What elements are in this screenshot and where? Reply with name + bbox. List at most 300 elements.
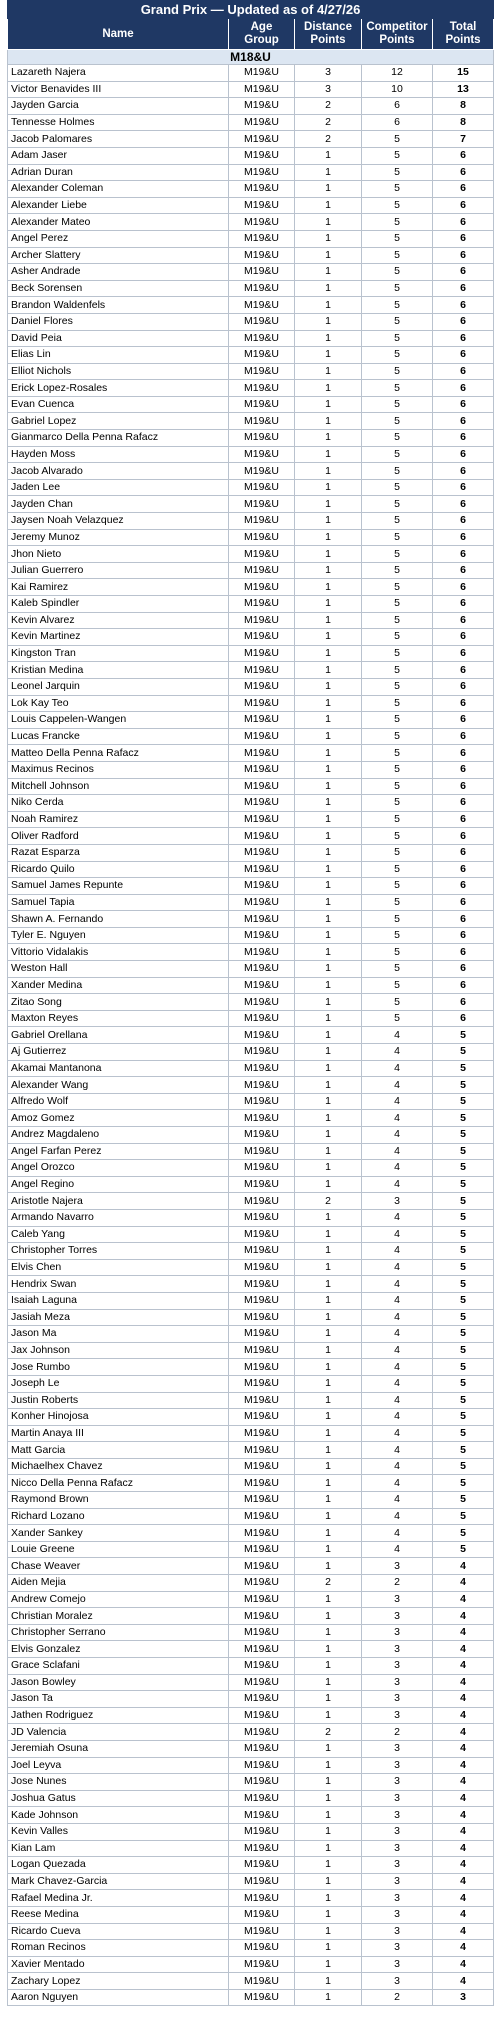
athlete-name-cell: Maximus Recinos bbox=[8, 761, 229, 778]
total-points-cell: 15 bbox=[433, 65, 494, 82]
athlete-name-cell: Jason Ta bbox=[8, 1691, 229, 1708]
table-row bbox=[8, 380, 494, 397]
athlete-name-cell: Jeremiah Osuna bbox=[8, 1740, 229, 1757]
athlete-name-cell: Adam Jaser bbox=[8, 147, 229, 164]
athlete-name-cell: Gabriel Lopez bbox=[8, 413, 229, 430]
total-points-cell: 6 bbox=[433, 579, 494, 596]
athlete-name-cell: Alexander Mateo bbox=[8, 214, 229, 231]
table-row bbox=[8, 629, 494, 646]
total-points-cell: 6 bbox=[433, 1010, 494, 1027]
total-points-cell: 6 bbox=[433, 430, 494, 447]
age-group-cell: M19&U bbox=[229, 1292, 295, 1309]
total-points-cell: 5 bbox=[433, 1259, 494, 1276]
table-row bbox=[8, 1575, 494, 1592]
total-points-cell: 4 bbox=[433, 1608, 494, 1625]
distance-points-cell: 1 bbox=[295, 1608, 362, 1625]
total-points-cell: 5 bbox=[433, 1110, 494, 1127]
competitor-points-cell: 5 bbox=[362, 745, 433, 762]
total-points-cell: 5 bbox=[433, 1508, 494, 1525]
total-points-cell: 5 bbox=[433, 1209, 494, 1226]
athlete-name-cell: Jayden Garcia bbox=[8, 98, 229, 115]
total-points-cell: 6 bbox=[433, 396, 494, 413]
distance-points-cell: 1 bbox=[295, 562, 362, 579]
competitor-points-cell: 3 bbox=[362, 1823, 433, 1840]
table-row bbox=[8, 264, 494, 281]
distance-points-cell: 1 bbox=[295, 1790, 362, 1807]
athlete-name-cell: Xavier Mentado bbox=[8, 1956, 229, 1973]
athlete-name-cell: Aaron Nguyen bbox=[8, 1989, 229, 2006]
athlete-name-cell: Louie Greene bbox=[8, 1541, 229, 1558]
competitor-points-cell: 5 bbox=[362, 811, 433, 828]
athlete-name-cell: Alfredo Wolf bbox=[8, 1093, 229, 1110]
distance-points-cell: 1 bbox=[295, 961, 362, 978]
age-group-cell: M19&U bbox=[229, 712, 295, 729]
table-row bbox=[8, 1342, 494, 1359]
athlete-name-cell: Ricardo Quilo bbox=[8, 861, 229, 878]
athlete-name-cell: Lok Kay Teo bbox=[8, 695, 229, 712]
distance-points-cell: 1 bbox=[295, 1906, 362, 1923]
distance-points-cell: 1 bbox=[295, 612, 362, 629]
grand-prix-table bbox=[7, 0, 494, 2006]
standings-rows bbox=[8, 65, 494, 2006]
competitor-points-cell: 4 bbox=[362, 1326, 433, 1343]
distance-points-cell: 1 bbox=[295, 496, 362, 513]
distance-points-cell: 1 bbox=[295, 1707, 362, 1724]
competitor-points-cell: 5 bbox=[362, 181, 433, 198]
distance-points-cell: 1 bbox=[295, 761, 362, 778]
table-row bbox=[8, 230, 494, 247]
total-points-cell: 6 bbox=[433, 977, 494, 994]
competitor-points-cell: 4 bbox=[362, 1508, 433, 1525]
athlete-name-cell: Jacob Alvarado bbox=[8, 463, 229, 480]
distance-points-cell: 1 bbox=[295, 745, 362, 762]
athlete-name-cell: Amoz Gomez bbox=[8, 1110, 229, 1127]
distance-points-cell: 1 bbox=[295, 1807, 362, 1824]
age-group-cell: M19&U bbox=[229, 977, 295, 994]
table-row bbox=[8, 927, 494, 944]
total-points-cell: 6 bbox=[433, 678, 494, 695]
age-group-cell: M19&U bbox=[229, 81, 295, 98]
age-group-cell: M19&U bbox=[229, 214, 295, 231]
competitor-points-cell: 5 bbox=[362, 347, 433, 364]
age-group-cell: M19&U bbox=[229, 65, 295, 82]
athlete-name-cell: Alexander Wang bbox=[8, 1077, 229, 1094]
age-group-cell: M19&U bbox=[229, 1160, 295, 1177]
total-points-cell: 6 bbox=[433, 712, 494, 729]
distance-points-cell: 1 bbox=[295, 579, 362, 596]
competitor-points-cell: 6 bbox=[362, 98, 433, 115]
age-group-cell: M19&U bbox=[229, 1857, 295, 1874]
distance-points-cell: 1 bbox=[295, 1243, 362, 1260]
distance-points-cell: 1 bbox=[295, 214, 362, 231]
athlete-name-cell: Jacob Palomares bbox=[8, 131, 229, 148]
total-points-cell: 4 bbox=[433, 1940, 494, 1957]
table-row bbox=[8, 1044, 494, 1061]
competitor-points-cell: 5 bbox=[362, 529, 433, 546]
age-group-cell: M19&U bbox=[229, 629, 295, 646]
total-points-cell: 6 bbox=[433, 164, 494, 181]
table-row bbox=[8, 1392, 494, 1409]
table-row bbox=[8, 795, 494, 812]
distance-points-cell: 1 bbox=[295, 1774, 362, 1791]
athlete-name-cell: Jayden Chan bbox=[8, 496, 229, 513]
col-header-name: Name bbox=[8, 19, 229, 50]
athlete-name-cell: Joseph Le bbox=[8, 1375, 229, 1392]
distance-points-cell: 3 bbox=[295, 65, 362, 82]
table-row bbox=[8, 247, 494, 264]
athlete-name-cell: Elvis Gonzalez bbox=[8, 1641, 229, 1658]
distance-points-cell: 1 bbox=[295, 894, 362, 911]
age-group-cell: M19&U bbox=[229, 247, 295, 264]
distance-points-cell: 1 bbox=[295, 164, 362, 181]
competitor-points-cell: 3 bbox=[362, 1840, 433, 1857]
total-points-cell: 6 bbox=[433, 878, 494, 895]
competitor-points-cell: 12 bbox=[362, 65, 433, 82]
table-row bbox=[8, 1857, 494, 1874]
table-row bbox=[8, 1790, 494, 1807]
competitor-points-cell: 3 bbox=[362, 1691, 433, 1708]
table-row bbox=[8, 197, 494, 214]
table-row bbox=[8, 596, 494, 613]
age-group-cell: M19&U bbox=[229, 944, 295, 961]
distance-points-cell: 1 bbox=[295, 1940, 362, 1957]
table-row bbox=[8, 1209, 494, 1226]
age-group-cell: M19&U bbox=[229, 579, 295, 596]
competitor-points-cell: 4 bbox=[362, 1292, 433, 1309]
athlete-name-cell: Grace Sclafani bbox=[8, 1658, 229, 1675]
age-group-cell: M19&U bbox=[229, 1110, 295, 1127]
table-row bbox=[8, 1973, 494, 1990]
distance-points-cell: 1 bbox=[295, 844, 362, 861]
competitor-points-cell: 5 bbox=[362, 280, 433, 297]
distance-points-cell: 1 bbox=[295, 678, 362, 695]
total-points-cell: 6 bbox=[433, 230, 494, 247]
age-group-cell: M19&U bbox=[229, 678, 295, 695]
age-group-cell: M19&U bbox=[229, 1425, 295, 1442]
total-points-cell: 6 bbox=[433, 247, 494, 264]
distance-points-cell: 1 bbox=[295, 695, 362, 712]
competitor-points-cell: 3 bbox=[362, 1774, 433, 1791]
age-group-cell: M19&U bbox=[229, 828, 295, 845]
age-group-cell: M19&U bbox=[229, 894, 295, 911]
athlete-name-cell: Tennesse Holmes bbox=[8, 114, 229, 131]
competitor-points-cell: 5 bbox=[362, 214, 433, 231]
competitor-points-cell: 5 bbox=[362, 761, 433, 778]
age-group-cell: M19&U bbox=[229, 911, 295, 928]
distance-points-cell: 1 bbox=[295, 1840, 362, 1857]
table-row bbox=[8, 1127, 494, 1144]
table-row bbox=[8, 1525, 494, 1542]
table-row bbox=[8, 1309, 494, 1326]
distance-points-cell: 1 bbox=[295, 413, 362, 430]
competitor-points-cell: 4 bbox=[362, 1309, 433, 1326]
competitor-points-cell: 2 bbox=[362, 1575, 433, 1592]
age-group-cell: M19&U bbox=[229, 1575, 295, 1592]
total-points-cell: 6 bbox=[433, 728, 494, 745]
competitor-points-cell: 5 bbox=[362, 446, 433, 463]
age-group-cell: M19&U bbox=[229, 1127, 295, 1144]
competitor-points-cell: 4 bbox=[362, 1226, 433, 1243]
athlete-name-cell: Victor Benavides III bbox=[8, 81, 229, 98]
age-group-cell: M19&U bbox=[229, 1873, 295, 1890]
table-row bbox=[8, 446, 494, 463]
age-group-cell: M19&U bbox=[229, 1027, 295, 1044]
table-row bbox=[8, 861, 494, 878]
competitor-points-cell: 5 bbox=[362, 778, 433, 795]
age-group-cell: M19&U bbox=[229, 1940, 295, 1957]
total-points-cell: 5 bbox=[433, 1359, 494, 1376]
total-points-cell: 4 bbox=[433, 1923, 494, 1940]
athlete-name-cell: Brandon Waldenfels bbox=[8, 297, 229, 314]
athlete-name-cell: Maxton Reyes bbox=[8, 1010, 229, 1027]
age-group-cell: M19&U bbox=[229, 1674, 295, 1691]
table-row bbox=[8, 1823, 494, 1840]
table-row bbox=[8, 330, 494, 347]
total-points-cell: 6 bbox=[433, 778, 494, 795]
table-row bbox=[8, 844, 494, 861]
age-group-cell: M19&U bbox=[229, 778, 295, 795]
age-group-cell: M19&U bbox=[229, 98, 295, 115]
total-points-cell: 6 bbox=[433, 645, 494, 662]
total-points-cell: 6 bbox=[433, 446, 494, 463]
age-group-cell: M19&U bbox=[229, 1890, 295, 1907]
total-points-cell: 6 bbox=[433, 596, 494, 613]
total-points-cell: 4 bbox=[433, 1575, 494, 1592]
distance-points-cell: 1 bbox=[295, 1176, 362, 1193]
competitor-points-cell: 4 bbox=[362, 1127, 433, 1144]
table-row bbox=[8, 745, 494, 762]
table-row bbox=[8, 313, 494, 330]
total-points-cell: 5 bbox=[433, 1425, 494, 1442]
age-group-cell: M19&U bbox=[229, 1624, 295, 1641]
table-row bbox=[8, 728, 494, 745]
total-points-cell: 4 bbox=[433, 1823, 494, 1840]
athlete-name-cell: Reese Medina bbox=[8, 1906, 229, 1923]
athlete-name-cell: Armando Navarro bbox=[8, 1209, 229, 1226]
age-group-cell: M19&U bbox=[229, 662, 295, 679]
table-row bbox=[8, 1840, 494, 1857]
competitor-points-cell: 4 bbox=[362, 1077, 433, 1094]
athlete-name-cell: Kevin Valles bbox=[8, 1823, 229, 1840]
athlete-name-cell: Zitao Song bbox=[8, 994, 229, 1011]
age-group-cell: M19&U bbox=[229, 844, 295, 861]
table-row bbox=[8, 1027, 494, 1044]
age-group-cell: M19&U bbox=[229, 147, 295, 164]
athlete-name-cell: Kevin Alvarez bbox=[8, 612, 229, 629]
athlete-name-cell: Michaelhex Chavez bbox=[8, 1458, 229, 1475]
athlete-name-cell: Jax Johnson bbox=[8, 1342, 229, 1359]
distance-points-cell: 1 bbox=[295, 1591, 362, 1608]
age-group-cell: M19&U bbox=[229, 1840, 295, 1857]
table-row bbox=[8, 994, 494, 1011]
distance-points-cell: 1 bbox=[295, 1209, 362, 1226]
table-row bbox=[8, 214, 494, 231]
athlete-name-cell: Jason Bowley bbox=[8, 1674, 229, 1691]
athlete-name-cell: Caleb Yang bbox=[8, 1226, 229, 1243]
age-group-cell: M19&U bbox=[229, 1209, 295, 1226]
competitor-points-cell: 3 bbox=[362, 1890, 433, 1907]
total-points-cell: 4 bbox=[433, 1558, 494, 1575]
competitor-points-cell: 5 bbox=[362, 695, 433, 712]
age-group-cell: M19&U bbox=[229, 264, 295, 281]
table-row bbox=[8, 778, 494, 795]
total-points-cell: 5 bbox=[433, 1060, 494, 1077]
competitor-points-cell: 4 bbox=[362, 1160, 433, 1177]
table-row bbox=[8, 98, 494, 115]
competitor-points-cell: 3 bbox=[362, 1193, 433, 1210]
table-row bbox=[8, 1492, 494, 1509]
total-points-cell: 6 bbox=[433, 828, 494, 845]
age-group-cell: M19&U bbox=[229, 1359, 295, 1376]
age-group-cell: M19&U bbox=[229, 1790, 295, 1807]
distance-points-cell: 1 bbox=[295, 1143, 362, 1160]
total-points-cell: 5 bbox=[433, 1309, 494, 1326]
athlete-name-cell: Angel Perez bbox=[8, 230, 229, 247]
competitor-points-cell: 3 bbox=[362, 1591, 433, 1608]
table-row bbox=[8, 612, 494, 629]
age-group-cell: M19&U bbox=[229, 1060, 295, 1077]
athlete-name-cell: Evan Cuenca bbox=[8, 396, 229, 413]
table-row bbox=[8, 1707, 494, 1724]
athlete-name-cell: Gianmarco Della Penna Rafacz bbox=[8, 430, 229, 447]
distance-points-cell: 2 bbox=[295, 114, 362, 131]
competitor-points-cell: 5 bbox=[362, 131, 433, 148]
age-group-cell: M19&U bbox=[229, 479, 295, 496]
athlete-name-cell: Oliver Radford bbox=[8, 828, 229, 845]
athlete-name-cell: David Peia bbox=[8, 330, 229, 347]
competitor-points-cell: 3 bbox=[362, 1641, 433, 1658]
athlete-name-cell: Jaysen Noah Velazquez bbox=[8, 513, 229, 530]
athlete-name-cell: Angel Farfan Perez bbox=[8, 1143, 229, 1160]
age-group-cell: M19&U bbox=[229, 1342, 295, 1359]
total-points-cell: 5 bbox=[433, 1193, 494, 1210]
distance-points-cell: 1 bbox=[295, 1392, 362, 1409]
age-group-cell: M19&U bbox=[229, 1591, 295, 1608]
competitor-points-cell: 5 bbox=[362, 662, 433, 679]
age-group-cell: M19&U bbox=[229, 1409, 295, 1426]
table-row bbox=[8, 347, 494, 364]
table-row bbox=[8, 1077, 494, 1094]
competitor-points-cell: 4 bbox=[362, 1209, 433, 1226]
competitor-points-cell: 4 bbox=[362, 1359, 433, 1376]
distance-points-cell: 1 bbox=[295, 728, 362, 745]
table-row bbox=[8, 894, 494, 911]
distance-points-cell: 1 bbox=[295, 280, 362, 297]
competitor-points-cell: 5 bbox=[362, 612, 433, 629]
athlete-name-cell: Vittorio Vidalakis bbox=[8, 944, 229, 961]
distance-points-cell: 1 bbox=[295, 247, 362, 264]
distance-points-cell: 1 bbox=[295, 861, 362, 878]
athlete-name-cell: Kristian Medina bbox=[8, 662, 229, 679]
table-row bbox=[8, 413, 494, 430]
age-group-cell: M19&U bbox=[229, 363, 295, 380]
distance-points-cell: 1 bbox=[295, 1674, 362, 1691]
competitor-points-cell: 5 bbox=[362, 479, 433, 496]
table-row bbox=[8, 678, 494, 695]
table-row bbox=[8, 1724, 494, 1741]
distance-points-cell: 1 bbox=[295, 230, 362, 247]
athlete-name-cell: Xander Medina bbox=[8, 977, 229, 994]
athlete-name-cell: Kai Ramirez bbox=[8, 579, 229, 596]
competitor-points-cell: 5 bbox=[362, 579, 433, 596]
competitor-points-cell: 5 bbox=[362, 562, 433, 579]
athlete-name-cell: Mark Chavez-Garcia bbox=[8, 1873, 229, 1890]
athlete-name-cell: Samuel James Repunte bbox=[8, 878, 229, 895]
age-group-cell: M19&U bbox=[229, 396, 295, 413]
competitor-points-cell: 5 bbox=[362, 629, 433, 646]
distance-points-cell: 1 bbox=[295, 430, 362, 447]
age-group-cell: M19&U bbox=[229, 1458, 295, 1475]
table-row bbox=[8, 1409, 494, 1426]
competitor-points-cell: 5 bbox=[362, 712, 433, 729]
total-points-cell: 5 bbox=[433, 1160, 494, 1177]
age-group-cell: M19&U bbox=[229, 1276, 295, 1293]
age-group-cell: M19&U bbox=[229, 927, 295, 944]
total-points-cell: 6 bbox=[433, 961, 494, 978]
distance-points-cell: 1 bbox=[295, 1558, 362, 1575]
table-row bbox=[8, 1890, 494, 1907]
age-group-cell: M19&U bbox=[229, 197, 295, 214]
total-points-cell: 6 bbox=[433, 562, 494, 579]
distance-points-cell: 1 bbox=[295, 1060, 362, 1077]
table-row bbox=[8, 1259, 494, 1276]
table-row bbox=[8, 1359, 494, 1376]
age-group-cell: M19&U bbox=[229, 645, 295, 662]
athlete-name-cell: Zachary Lopez bbox=[8, 1973, 229, 1990]
total-points-cell: 4 bbox=[433, 1740, 494, 1757]
competitor-points-cell: 3 bbox=[362, 1624, 433, 1641]
distance-points-cell: 1 bbox=[295, 463, 362, 480]
table-row bbox=[8, 1110, 494, 1127]
age-group-cell: M19&U bbox=[229, 1375, 295, 1392]
total-points-cell: 5 bbox=[433, 1226, 494, 1243]
distance-points-cell: 1 bbox=[295, 712, 362, 729]
distance-points-cell: 1 bbox=[295, 596, 362, 613]
competitor-points-cell: 5 bbox=[362, 396, 433, 413]
total-points-cell: 5 bbox=[433, 1044, 494, 1061]
table-row bbox=[8, 1873, 494, 1890]
age-group-cell: M19&U bbox=[229, 1492, 295, 1509]
total-points-cell: 4 bbox=[433, 1707, 494, 1724]
total-points-cell: 4 bbox=[433, 1956, 494, 1973]
table-row bbox=[8, 761, 494, 778]
athlete-name-cell: Jasiah Meza bbox=[8, 1309, 229, 1326]
competitor-points-cell: 4 bbox=[362, 1442, 433, 1459]
competitor-points-cell: 5 bbox=[362, 678, 433, 695]
table-row bbox=[8, 1193, 494, 1210]
athlete-name-cell: Noah Ramirez bbox=[8, 811, 229, 828]
distance-points-cell: 1 bbox=[295, 446, 362, 463]
athlete-name-cell: Chase Weaver bbox=[8, 1558, 229, 1575]
competitor-points-cell: 3 bbox=[362, 1707, 433, 1724]
athlete-name-cell: Isaiah Laguna bbox=[8, 1292, 229, 1309]
table-row bbox=[8, 1292, 494, 1309]
competitor-points-cell: 5 bbox=[362, 363, 433, 380]
distance-points-cell: 1 bbox=[295, 1259, 362, 1276]
age-group-cell: M19&U bbox=[229, 380, 295, 397]
athlete-name-cell: Julian Guerrero bbox=[8, 562, 229, 579]
athlete-name-cell: Nicco Della Penna Rafacz bbox=[8, 1475, 229, 1492]
table-row bbox=[8, 977, 494, 994]
distance-points-cell: 2 bbox=[295, 1575, 362, 1592]
competitor-points-cell: 4 bbox=[362, 1525, 433, 1542]
distance-points-cell: 1 bbox=[295, 330, 362, 347]
athlete-name-cell: Razat Esparza bbox=[8, 844, 229, 861]
table-row bbox=[8, 280, 494, 297]
competitor-points-cell: 5 bbox=[362, 313, 433, 330]
total-points-cell: 6 bbox=[433, 147, 494, 164]
distance-points-cell: 1 bbox=[295, 1425, 362, 1442]
